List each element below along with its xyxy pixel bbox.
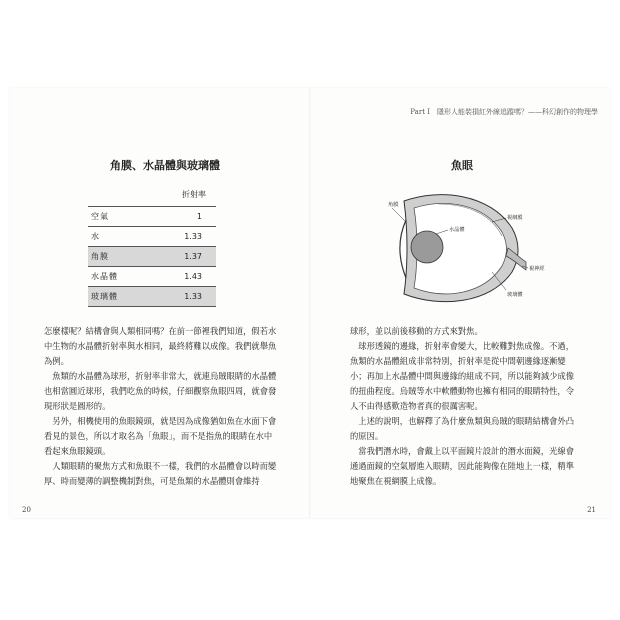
label-retina: 視網膜 <box>507 215 523 221</box>
paragraph: 當我們潛水時，會戴上以平面鏡片設計的潛水面鏡，光線會通過面鏡的空氣層進入眼睛，因此能夠像在陸地上一樣，精準地聚焦在視網膜上成像。 <box>350 446 575 486</box>
table-column-header: 折射率 <box>182 190 206 199</box>
cornea-arc <box>400 220 406 278</box>
paragraph: 上述的說明，也解釋了為什麼魚類與烏賊的眼睛結構會外凸的原因。 <box>350 416 575 441</box>
paragraph: 人類眼睛的聚焦方式和魚眼不一樣，我們的水晶體會以時而變厚、時而變薄的調整機制對焦，可是魚類的水晶體則會維持 <box>44 461 277 486</box>
lens-circle <box>411 231 443 263</box>
left-body-text <box>44 324 280 489</box>
label-lens: 水晶體 <box>449 227 465 233</box>
row-label: 空氣 <box>91 212 109 221</box>
paragraph: 魚類的水晶體為球形，折射率非常大，就連烏賊眼睛的水晶體也相當圓近球形，我們吃魚的時候，仔細觀察魚眼四周，就會發現形狀是圓形的。 <box>44 371 277 411</box>
row-label: 水 <box>91 232 100 241</box>
paragraph: 另外，相機使用的魚眼鏡頭，就是因為成像猶如魚在水面下會看見的景色，所以才取名為「魚眼」，而不是指魚的眼睛在水中看起來魚眼鏡頭。 <box>44 416 277 456</box>
diagram-title: 魚眼 <box>451 159 473 172</box>
leader-cornea <box>392 208 406 222</box>
paragraph: 球形，並以前後移動的方式來對焦。 <box>350 326 483 336</box>
row-label: 玻璃體 <box>91 292 118 301</box>
label-cornea: 角膜 <box>388 202 399 208</box>
page-number-left: 20 <box>22 506 31 514</box>
table-title: 角膜、水晶體與玻璃體 <box>110 159 220 172</box>
row-label: 角膜 <box>91 252 109 261</box>
row-value: 1.37 <box>184 252 202 261</box>
label-vitreous: 玻璃體 <box>507 292 523 298</box>
paragraph: 球形透鏡的邊緣，折射率會變大，比較難對焦成像。不過，魚類的水晶體組成非常特別，折射率是從中間朝邊緣逐漸變小；再加上水晶體中間與邊緣的組成不同，所以能夠減少成像的扭曲程度。烏賊等水中軟體動物也擁有相同的眼睛特性，令人不由得感歎造物者真的很厲害呢。 <box>350 341 575 411</box>
table-row <box>88 286 216 307</box>
row-value: 1.43 <box>184 272 202 281</box>
paragraph: 怎麼樣呢？結構會與人類相同嗎？在前一節裡我們知道，假若水中生物的水晶體折射率與水相同，最終將難以成像。我們就舉魚為例。 <box>44 326 277 366</box>
table-row <box>88 206 216 226</box>
fish-eye-diagram <box>380 186 550 311</box>
book-gutter <box>309 88 311 518</box>
row-value: 1.33 <box>184 232 202 241</box>
refractive-index-table <box>88 189 216 307</box>
table-row <box>88 266 216 286</box>
table-rows <box>88 206 216 307</box>
running-head: Part I 隱形人能裝損紅外線追蹤嗎？——科幻創作的物理學 <box>410 108 598 116</box>
page-number-right: 21 <box>587 506 596 514</box>
right-body-text <box>350 324 582 489</box>
row-label: 水晶體 <box>91 272 118 281</box>
row-value: 1 <box>196 212 202 221</box>
row-value: 1.33 <box>184 292 202 301</box>
label-optic-nerve: 視神經 <box>529 266 545 272</box>
table-row <box>88 226 216 246</box>
table-row <box>88 246 216 266</box>
